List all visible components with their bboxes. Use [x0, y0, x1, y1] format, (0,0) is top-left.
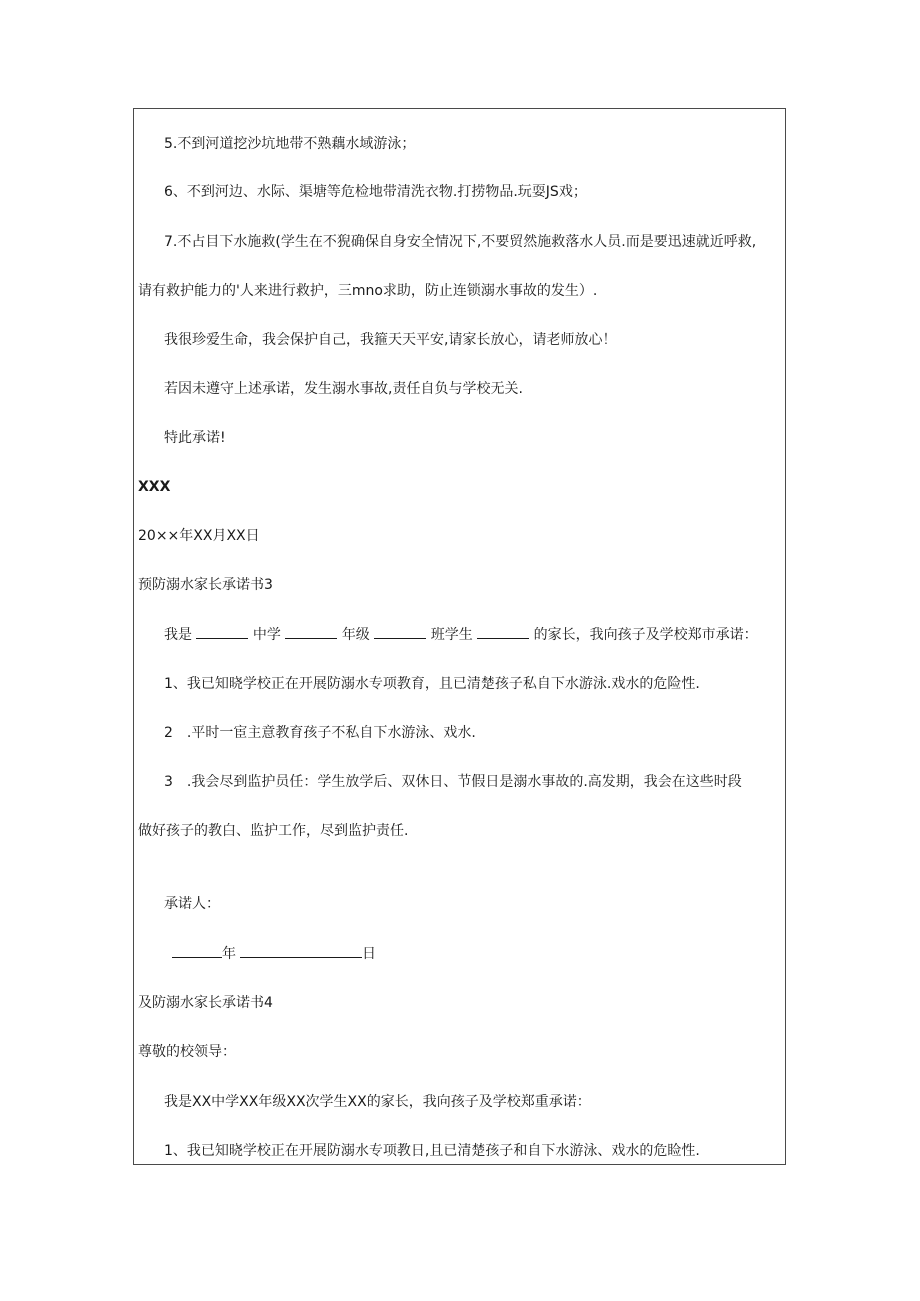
text-line: 我是XX中学XX年级XX次学生XX的家长，我向孩子及学校郑重承诺： — [164, 1094, 591, 1110]
text-line: 我很珍爱生命，我会保护自己，我箍天天平安,请家长放心，请老师放心！ — [164, 332, 617, 348]
signature-date: 20××年XX月XX日 — [138, 528, 260, 544]
text-segment: 的家长，我向孩子及学校郑市承诺： — [533, 627, 758, 643]
text-line: 2 .平时一宦主意教育孩子不私自下水游泳、戏水. — [164, 725, 476, 741]
text-line: 请有救护能力的'人来进行救护，三mno求助，防止连锁溺水事故的发生）. — [138, 283, 598, 299]
text-line: 1、我已知晓学校正在开展防溺水专项教日,且已清楚孩子和自下水游泳、戏水的危睑性. — [164, 1143, 700, 1159]
blank-underline — [196, 624, 248, 639]
text-segment: 日 — [362, 946, 376, 962]
text-line: 1、我已知晓学校正在开展防溺水专项教育，且已清楚孩子私自下水游泳.戏水的危险性. — [164, 676, 700, 692]
blank-underline — [374, 624, 426, 639]
text-segment: 年级 — [341, 627, 370, 643]
text-line: 3 .我会尽到监护员任：学生放学后、双休日、节假日是溺水事故的.高发期，我会在这些时段 — [164, 774, 742, 790]
fill-in-line — [164, 624, 758, 645]
salutation: 尊敬的校领导： — [138, 1044, 236, 1060]
blank-underline — [172, 943, 222, 958]
section-title: 及防溺水家长承诺书4 — [138, 995, 273, 1011]
text-segment: 中学 — [252, 627, 281, 643]
text-segment: 年 — [222, 946, 236, 962]
blank-underline — [477, 624, 529, 639]
section-title: 预防溺水家长承诺书3 — [138, 577, 273, 593]
text-segment: 班学生 — [430, 627, 473, 643]
signature-name: XXX — [138, 479, 171, 495]
text-line: 做好孩子的教白、监护工作，尽到监护责任. — [138, 823, 409, 839]
text-line: 6、不到河边、水际、渠塘等危检地带清洗衣物.打捞物品.玩耍JS戏； — [164, 184, 587, 200]
text-line: 特此承诺! — [164, 430, 226, 446]
signer-label: 承诺人： — [164, 896, 220, 912]
document-frame — [133, 108, 786, 1165]
text-line: 5.不到河道挖沙坑地带不熟藕水域游泳； — [164, 136, 416, 152]
text-line: 7.不占目下水施救(学生在不猊确保自身安全情况下,不要贸然施救落水人员.而是要迅速就近呼救, — [164, 234, 757, 250]
date-fill-line — [172, 943, 376, 964]
text-segment: 我是 — [164, 627, 192, 643]
blank-underline — [240, 943, 362, 958]
text-line: 若因未遵守上述承诺，发生溺水事故,责任自负与学校无关. — [164, 381, 523, 397]
blank-underline — [285, 624, 337, 639]
